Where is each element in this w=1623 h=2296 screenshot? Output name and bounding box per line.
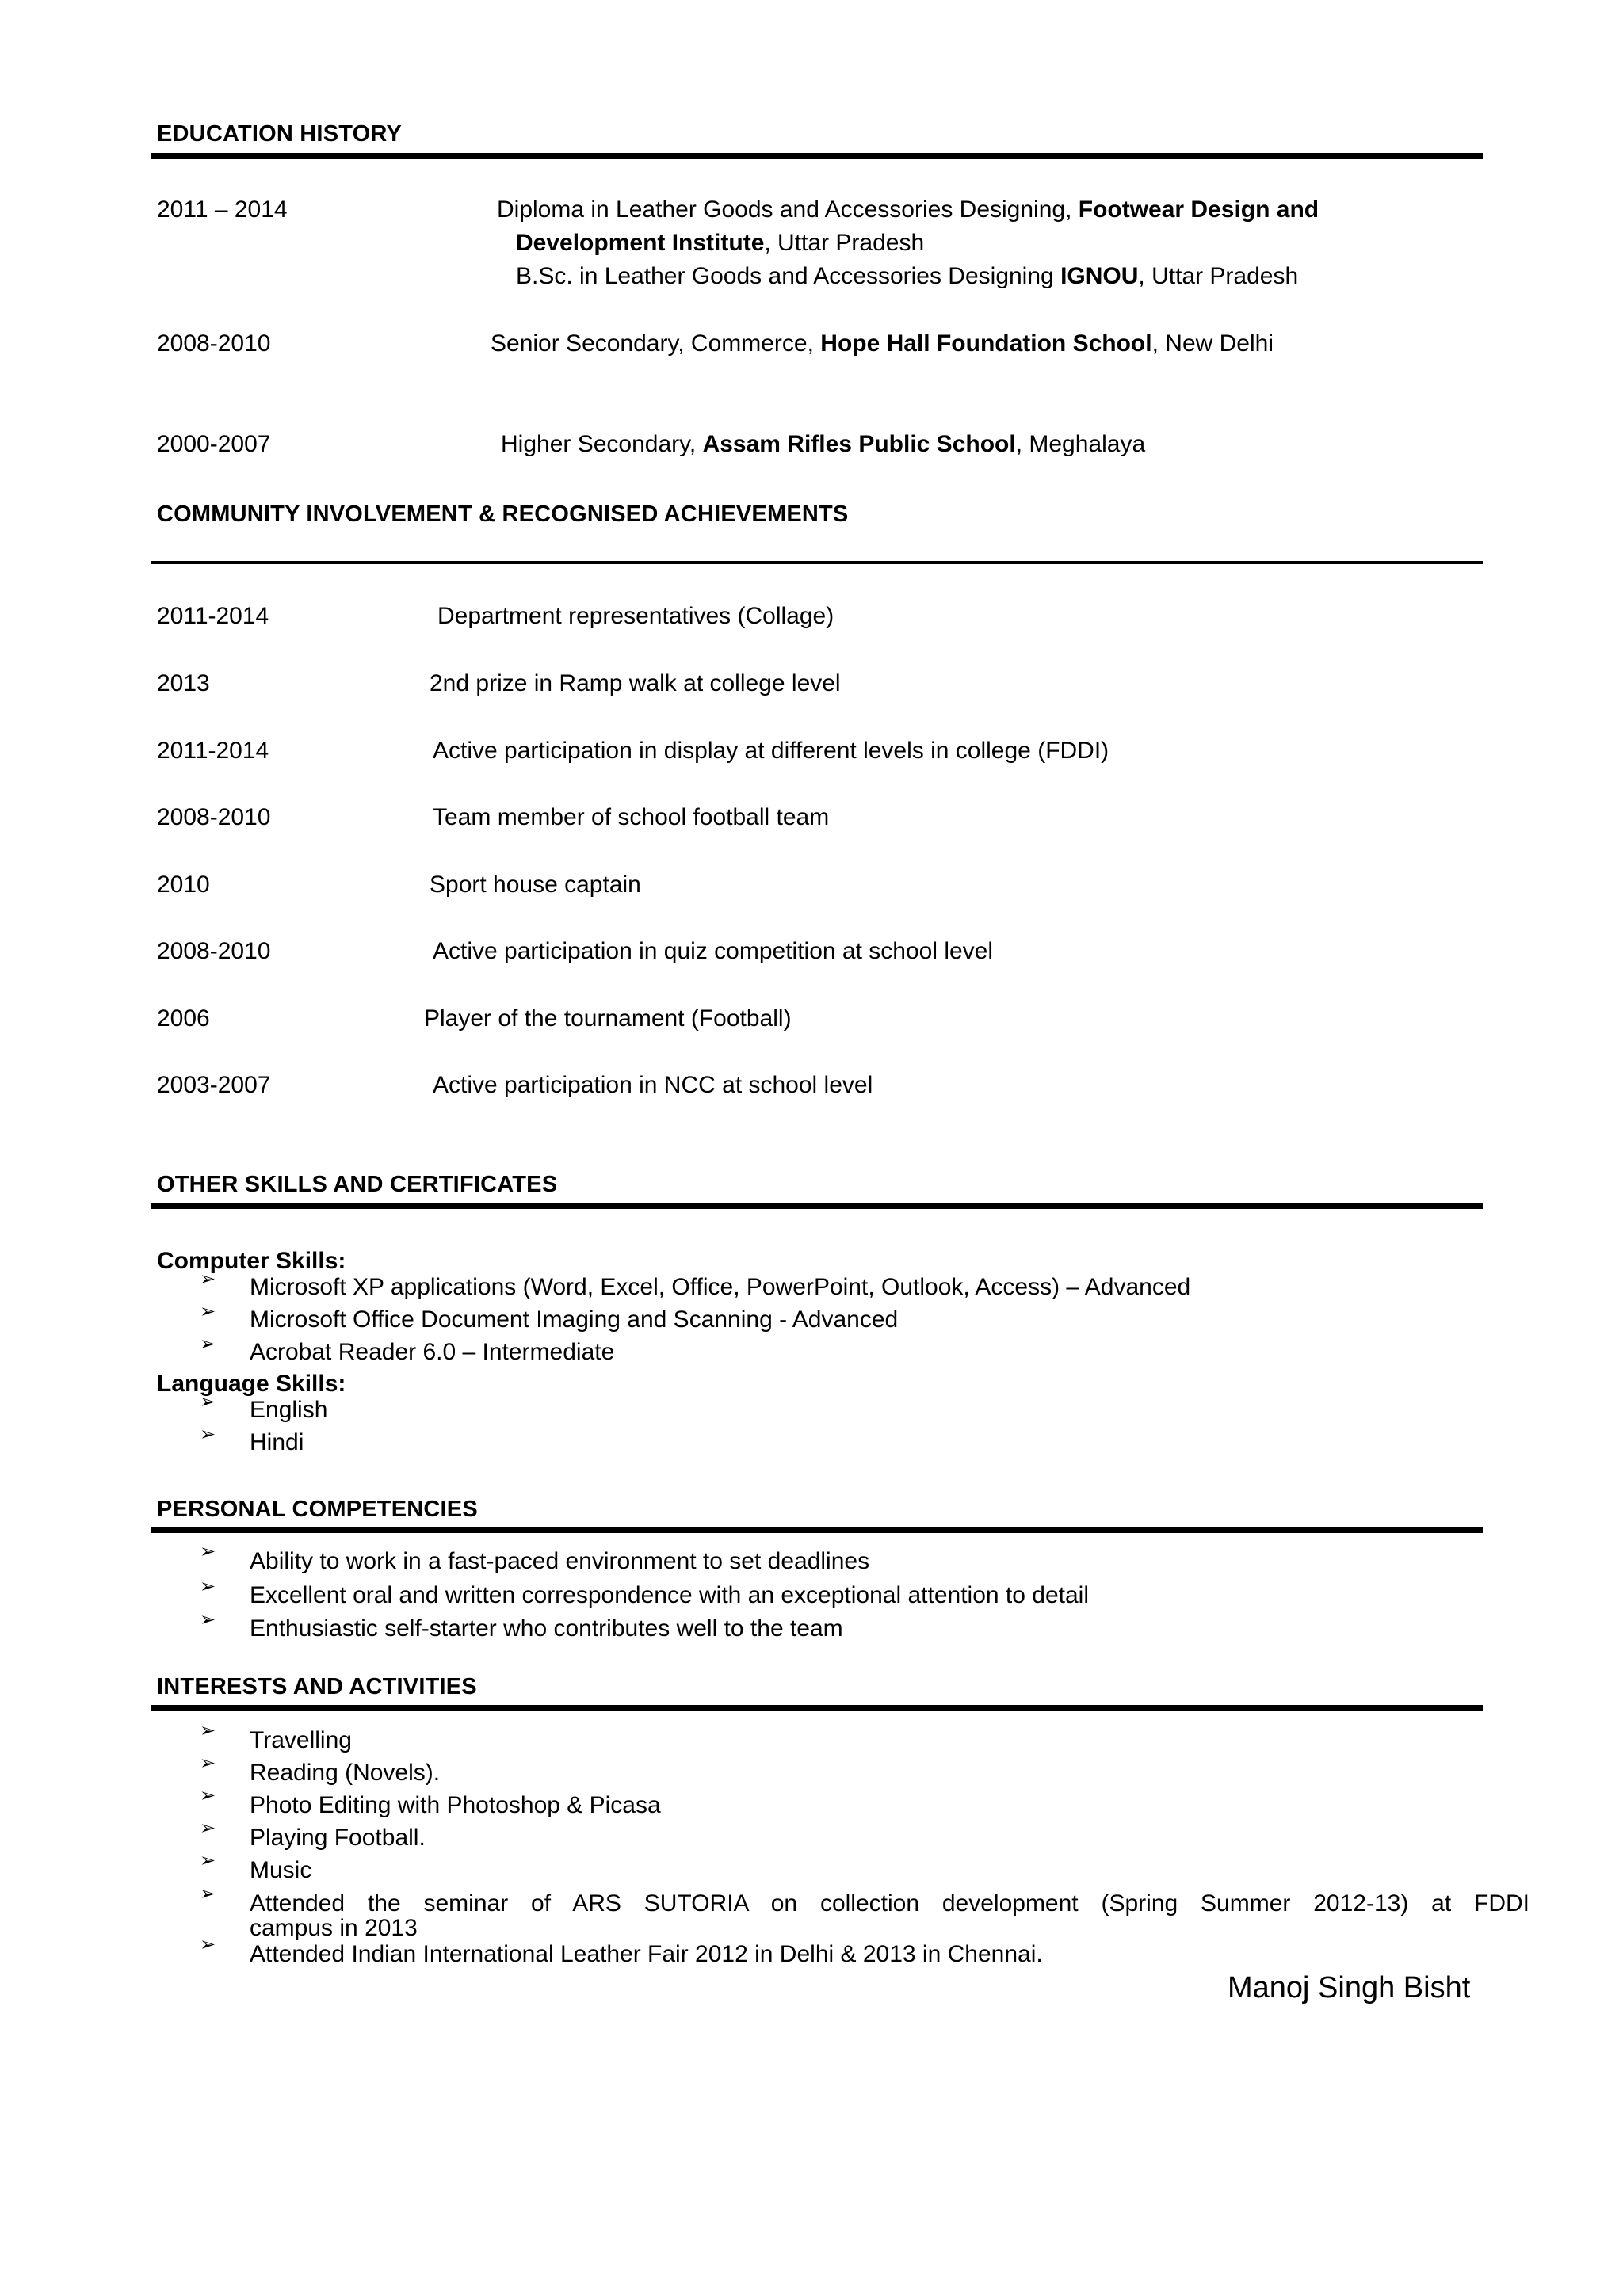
achievement-text: Active participation in display at different levels in college (FDDI) bbox=[433, 738, 1109, 764]
arrow-bullet-icon: ➢ bbox=[200, 1391, 216, 1413]
list-item: Acrobat Reader 6.0 – Intermediate bbox=[250, 1339, 615, 1365]
arrow-bullet-icon: ➢ bbox=[200, 1609, 216, 1630]
education-entry-line: Diploma in Leather Goods and Accessories Designing, Footwear Design and bbox=[497, 196, 1319, 223]
achievement-years: 2010 bbox=[157, 871, 210, 898]
list-item: Attended the seminar of ARS SUTORIA on collection development (Spring Summer 2012-13) at FDDI bbox=[250, 1890, 1529, 1917]
achievement-text: 2nd prize in Ramp walk at college level bbox=[430, 670, 841, 696]
list-item: Excellent oral and written correspondence with an exceptional attention to detail bbox=[250, 1582, 1089, 1608]
achievement-years: 2008-2010 bbox=[157, 804, 271, 830]
arrow-bullet-icon: ➢ bbox=[200, 1424, 216, 1445]
community-heading: COMMUNITY INVOLVEMENT & RECOGNISED ACHIEVEMENTS bbox=[157, 502, 849, 527]
list-item: Reading (Novels). bbox=[250, 1760, 441, 1786]
arrow-bullet-icon: ➢ bbox=[200, 1301, 216, 1322]
arrow-bullet-icon: ➢ bbox=[200, 1720, 216, 1741]
arrow-bullet-icon: ➢ bbox=[200, 1576, 216, 1597]
list-item-continuation: campus in 2013 bbox=[250, 1915, 418, 1941]
section-rule bbox=[151, 1203, 1483, 1209]
achievement-text: Team member of school football team bbox=[433, 804, 830, 830]
language-skills-label: Language Skills: bbox=[157, 1371, 346, 1397]
education-heading: EDUCATION HISTORY bbox=[157, 121, 402, 147]
achievement-text: Department representatives (Collage) bbox=[437, 603, 834, 629]
skills-heading: OTHER SKILLS AND CERTIFICATES bbox=[157, 1172, 558, 1197]
achievement-years: 2008-2010 bbox=[157, 938, 271, 964]
arrow-bullet-icon: ➢ bbox=[200, 1541, 216, 1562]
education-years: 2008-2010 bbox=[157, 330, 271, 357]
arrow-bullet-icon: ➢ bbox=[200, 1785, 216, 1806]
education-entry-line: Development Institute, Uttar Pradesh bbox=[516, 230, 925, 256]
section-rule bbox=[151, 561, 1483, 564]
achievement-text: Active participation in quiz competition at school level bbox=[433, 938, 994, 964]
section-rule bbox=[151, 153, 1483, 159]
education-entry-line: Senior Secondary, Commerce, Hope Hall Foundation School, New Delhi bbox=[491, 330, 1274, 357]
arrow-bullet-icon: ➢ bbox=[200, 1850, 216, 1871]
arrow-bullet-icon: ➢ bbox=[200, 1817, 216, 1839]
achievement-years: 2011-2014 bbox=[157, 603, 269, 629]
section-rule bbox=[151, 1527, 1483, 1533]
list-item: Music bbox=[250, 1857, 312, 1883]
arrow-bullet-icon: ➢ bbox=[200, 1333, 216, 1355]
achievement-text: Player of the tournament (Football) bbox=[424, 1005, 792, 1032]
list-item: Microsoft XP applications (Word, Excel, Office, PowerPoint, Outlook, Access) – Advanced bbox=[250, 1274, 1191, 1300]
list-item: Hindi bbox=[250, 1429, 304, 1455]
achievement-years: 2003-2007 bbox=[157, 1072, 271, 1098]
arrow-bullet-icon: ➢ bbox=[200, 1268, 216, 1290]
achievement-years: 2013 bbox=[157, 670, 210, 696]
education-years: 2000-2007 bbox=[157, 431, 271, 457]
list-item: English bbox=[250, 1397, 328, 1423]
arrow-bullet-icon: ➢ bbox=[200, 1753, 216, 1774]
achievement-years: 2011-2014 bbox=[157, 738, 269, 764]
signature-name: Manoj Singh Bisht bbox=[1228, 1971, 1471, 2004]
list-item: Attended Indian International Leather Fair 2012 in Delhi & 2013 in Chennai. bbox=[250, 1941, 1043, 1967]
list-item: Microsoft Office Document Imaging and Scanning - Advanced bbox=[250, 1306, 899, 1333]
computer-skills-label: Computer Skills: bbox=[157, 1248, 346, 1274]
list-item: Photo Editing with Photoshop & Picasa bbox=[250, 1792, 661, 1818]
list-item: Ability to work in a fast-paced environment to set deadlines bbox=[250, 1548, 870, 1574]
achievement-text: Active participation in NCC at school level bbox=[433, 1072, 873, 1098]
section-rule bbox=[151, 1705, 1483, 1711]
education-entry-line: Higher Secondary, Assam Rifles Public School, Meghalaya bbox=[501, 431, 1146, 457]
education-years: 2011 – 2014 bbox=[157, 196, 288, 223]
competencies-heading: PERSONAL COMPETENCIES bbox=[157, 1497, 478, 1522]
achievement-years: 2006 bbox=[157, 1005, 210, 1032]
arrow-bullet-icon: ➢ bbox=[200, 1883, 216, 1905]
list-item: Travelling bbox=[250, 1727, 352, 1753]
education-entry-line: B.Sc. in Leather Goods and Accessories Designing IGNOU, Uttar Pradesh bbox=[516, 263, 1299, 289]
list-item: Enthusiastic self-starter who contributes well to the team bbox=[250, 1615, 843, 1642]
interests-heading: INTERESTS AND ACTIVITIES bbox=[157, 1674, 477, 1699]
arrow-bullet-icon: ➢ bbox=[200, 1934, 216, 1955]
list-item: Playing Football. bbox=[250, 1825, 426, 1851]
achievement-text: Sport house captain bbox=[430, 871, 641, 898]
